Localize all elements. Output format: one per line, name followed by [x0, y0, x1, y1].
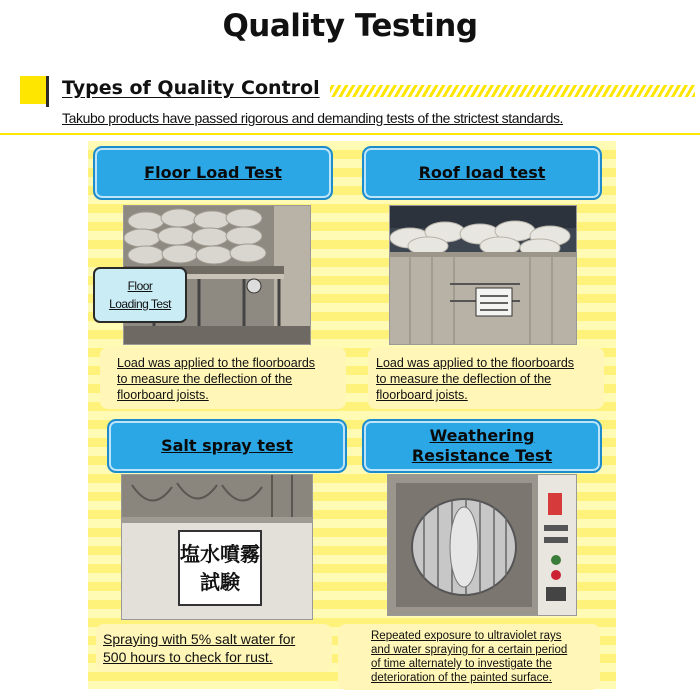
card-title-floor-load: Floor Load Test	[93, 146, 333, 200]
caption-salt-spray: Spraying with 5% salt water for 500 hours to check for rust.	[103, 631, 296, 665]
section-marker-icon	[20, 76, 48, 104]
card-title-weathering: Weathering Resistance Test	[362, 419, 602, 473]
card-title-roof-load: Roof load test	[362, 146, 602, 200]
card-title-salt-spray: Salt spray test	[107, 419, 347, 473]
decorative-hatch	[330, 85, 695, 97]
salt-spray-sign: 塩水噴霧 試験	[178, 530, 262, 606]
photo-weathering	[387, 474, 577, 616]
photo-roof-load	[389, 205, 577, 345]
floor-loading-tag: Floor Loading Test	[93, 267, 187, 323]
caption-roof-load: Load was applied to the floorboards to measure the deflection of the floorboard joists.	[376, 356, 575, 402]
divider	[0, 133, 700, 135]
caption-weathering: Repeated exposure to ultraviolet rays and water spraying for a certain period of time alternately to investigate the deterioration of the painted surface.	[371, 630, 568, 684]
section-subtitle: Takubo products have passed rigorous and demanding tests of the strictest standards.	[62, 110, 564, 126]
page-title: Quality Testing	[222, 8, 478, 44]
section-heading: Types of Quality Control	[62, 77, 320, 99]
caption-floor-load: Load was applied to the floorboards to measure the deflection of the floorboard joists.	[117, 356, 316, 402]
